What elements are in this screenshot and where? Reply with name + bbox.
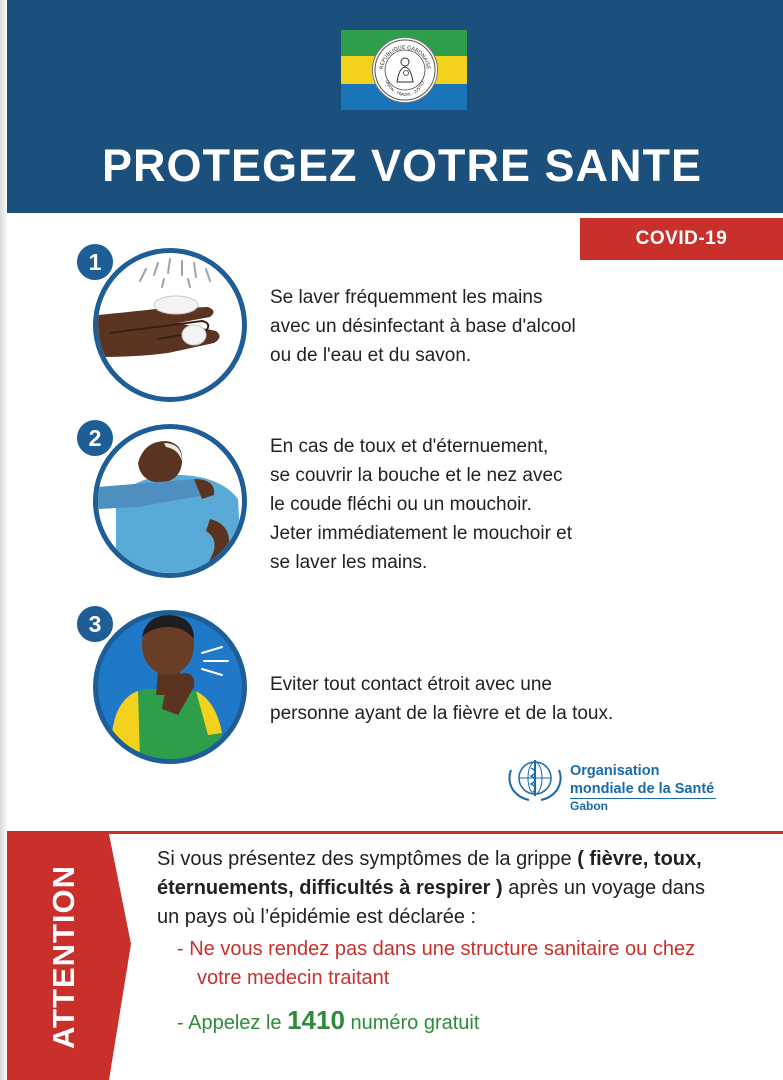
- cough-into-elbow-icon: [98, 429, 242, 573]
- step-1-number: 1: [75, 242, 115, 282]
- attention-label: ATTENTION: [46, 864, 81, 1050]
- step-3-text: Eviter tout contact étroit avec une personne ayant de la fièvre et de la toux.: [270, 674, 614, 724]
- svg-text:UNION - TRAVAIL - JUSTICE: UNION - TRAVAIL - JUSTICE: [384, 79, 426, 98]
- hand-washing-icon: [98, 253, 242, 397]
- step-2-number: 2: [75, 418, 115, 458]
- header-banner: [7, 0, 783, 213]
- attention-intro: Si vous présentez des symptômes de la grippe ( fièvre, toux, éternuements, difficultés à respirer ) après un voyage dans un pays où l’épidémie est déclarée :: [157, 848, 706, 928]
- attention-bullet-warning: - Ne vous rendez pas dans une structure sanitaire ou chez votre medecin traitant: [177, 938, 696, 989]
- who-name: Organisation mondiale de la Santé: [570, 763, 715, 797]
- person-coughing-icon: [98, 615, 242, 759]
- step-3-number: 3: [75, 604, 115, 644]
- republic-seal-icon: [372, 37, 438, 103]
- page-title: PROTEGEZ VOTRE SANTE: [101, 140, 703, 191]
- step-1-illustration: [93, 248, 247, 402]
- step-1-text: Se laver fréquemment les mains avec un désinfectant à base d'alcool ou de l'eau et du savon.: [270, 287, 576, 366]
- step-2-text: En cas de toux et d'éternuement, se couvrir la bouche et le nez avec le coude fléchi ou un mouchoir. Jeter immédiatement le mouchoir et se laver les mains.: [270, 436, 573, 573]
- svg-text:REPUBLIQUE GABONAISE: REPUBLIQUE GABONAISE: [379, 44, 431, 70]
- step-3-illustration: [93, 610, 247, 764]
- hotline-number: 1410: [287, 1005, 345, 1035]
- attention-bullet-call: - Appelez le 1410 numéro gratuit: [177, 1005, 480, 1035]
- gabon-flag: [341, 30, 467, 110]
- step-2-illustration: [93, 424, 247, 578]
- who-emblem-icon: [505, 756, 565, 804]
- covid-badge: COVID-19: [580, 218, 783, 260]
- who-country: Gabon: [570, 799, 608, 813]
